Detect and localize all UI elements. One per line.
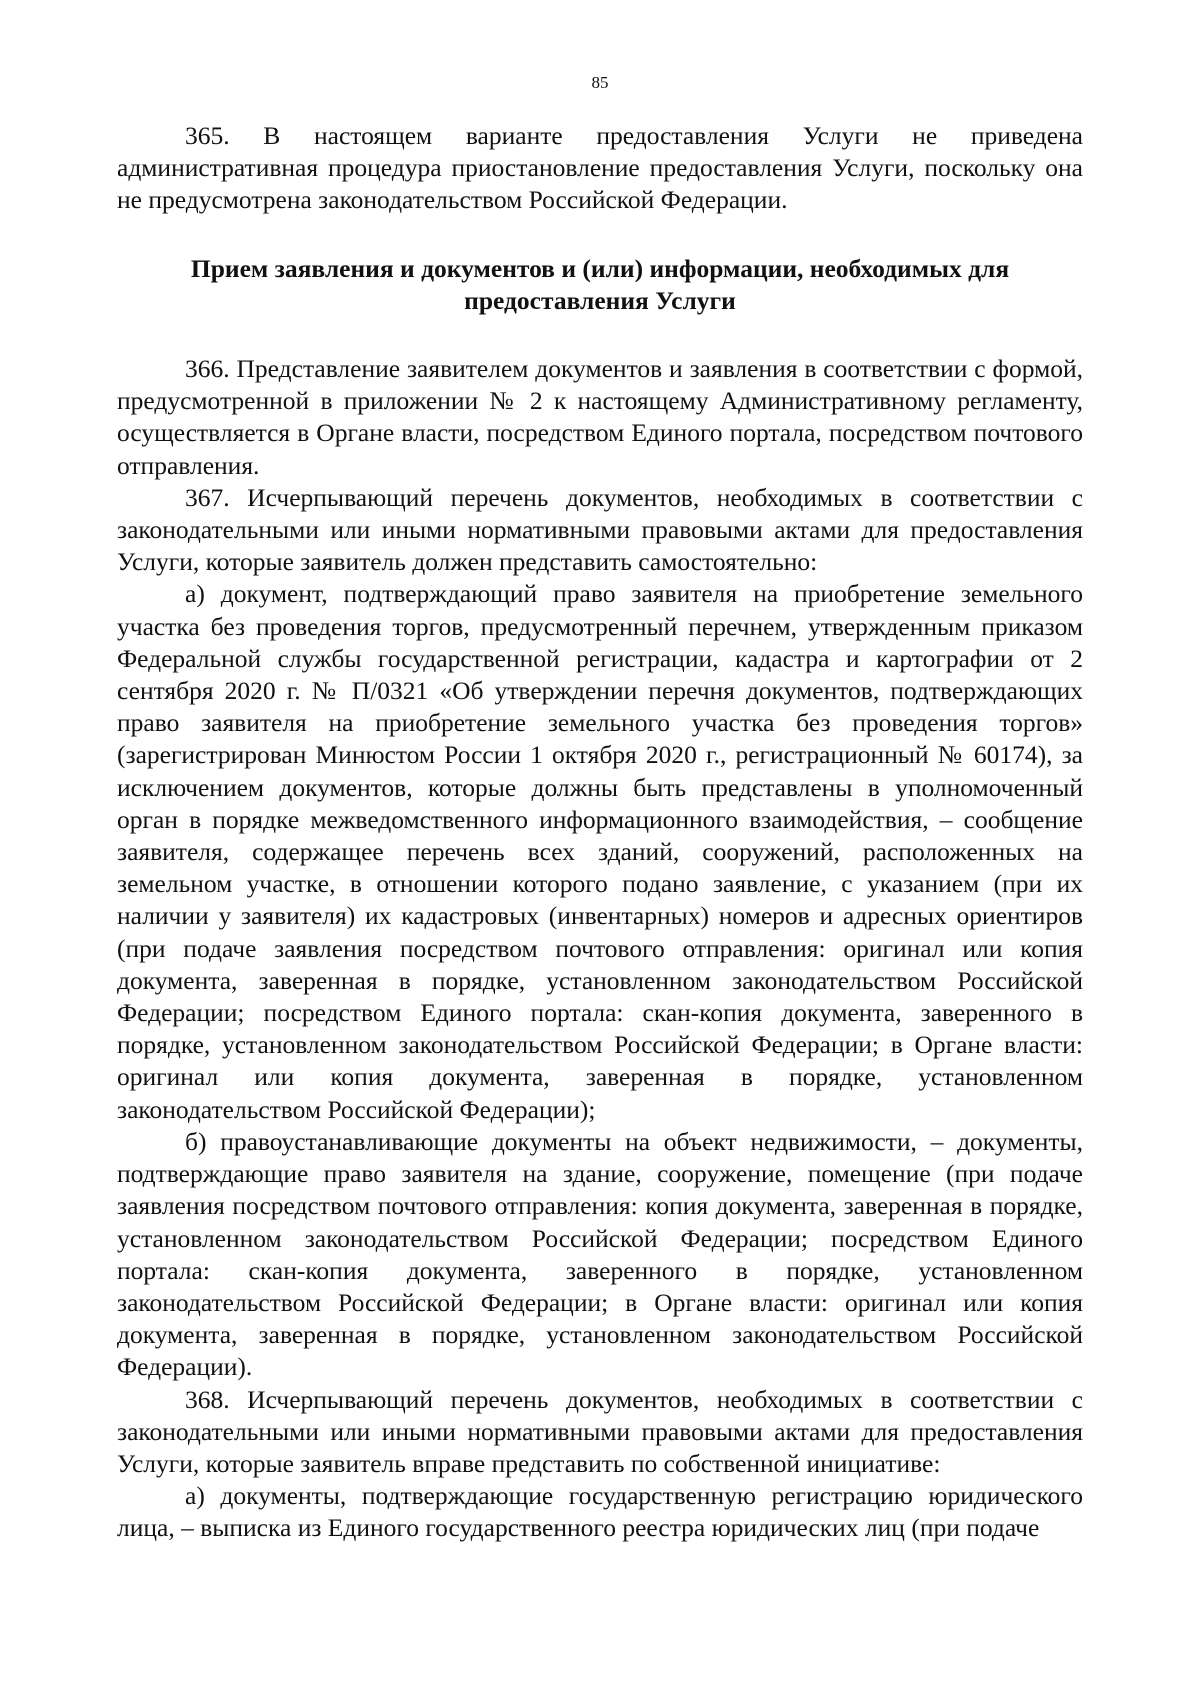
section-heading-line-2: предоставления Услуги bbox=[464, 285, 736, 315]
paragraph-367-b: б) правоустанавливающие документы на объект недвижимости, – документы, подтверждающие право заявителя на здание, сооружение, помещение (при подаче заявления посредством почтового отправления: копия документа, заверенная в порядке, установленном законодательством Российской Федерации; посредством Единого портала: скан-копия документа, заверенного в порядке, установленном законодательством Российской Федерации; в Органе власти: оригинал или копия документа, заверенная в порядке, установленном законодательством Российской Федерации). bbox=[117, 1126, 1083, 1382]
section-heading bbox=[117, 253, 1083, 317]
document-body bbox=[117, 120, 1083, 1545]
paragraph-367: 367. Исчерпывающий перечень документов, необходимых в соответствии с законодательными или иными нормативными правовыми актами для предоставления Услуги, которые заявитель должен представить самостоятельно: bbox=[117, 482, 1083, 577]
page-number: 85 bbox=[591, 73, 609, 92]
paragraph-368-a: а) документы, подтверждающие государственную регистрацию юридического лица, – выписка из Единого государственного реестра юридических лиц (при подаче bbox=[117, 1481, 1083, 1543]
section-heading-line-1: Прием заявления и документов и (или) информации, необходимых для bbox=[190, 253, 1010, 283]
paragraph-367-a: а) документ, подтверждающий право заявителя на приобретение земельного участка без проведения торгов, предусмотренный перечнем, утвержденным приказом Федеральной службы государственной регистрации, кадастра и картографии от 2 сентября 2020 г. № П/0321 «Об утверждении перечня документов, подтверждающих право заявителя на приобретение земельного участка без проведения торгов» (зарегистрирован Минюстом России 1 октября 2020 г., регистрационный № 60174), за исключением документов, которые должны быть представлены в уполномоченный орган в порядке межведомственного информационного взаимодействия, – сообщение заявителя, содержащее перечень всех зданий, сооружений, расположенных на земельном участке, в отношении которого подано заявление, с указанием (при их наличии у заявителя) их кадастровых (инвентарных) номеров и адресных ориентиров (при подаче заявления посредством почтового отправления: оригинал или копия документа, заверенная в порядке, установленном законодательством Российской Федерации; посредством Единого портала: скан-копия документа, заверенного в порядке, установленном законодательством Российской Федерации; в Органе власти: оригинал или копия документа, заверенная в порядке, установленном законодательством Российской Федерации); bbox=[117, 579, 1083, 1124]
paragraph-368: 368. Исчерпывающий перечень документов, необходимых в соответствии с законодательными или иными нормативными правовыми актами для предоставления Услуги, которые заявитель вправе представить по собственной инициативе: bbox=[117, 1384, 1083, 1478]
paragraph-365: 365. В настоящем варианте предоставления Услуги не приведена административная процедура приостановление предоставления Услуги, поскольку она не предусмотрена законодательством Российской Федерации. bbox=[117, 121, 1083, 215]
paragraph-366: 366. Представление заявителем документов и заявления в соответствии с формой, предусмотренной в приложении № 2 к настоящему Административному регламенту, осуществляется в Органе власти, посредством Единого портала, посредством почтового отправления. bbox=[117, 354, 1083, 480]
